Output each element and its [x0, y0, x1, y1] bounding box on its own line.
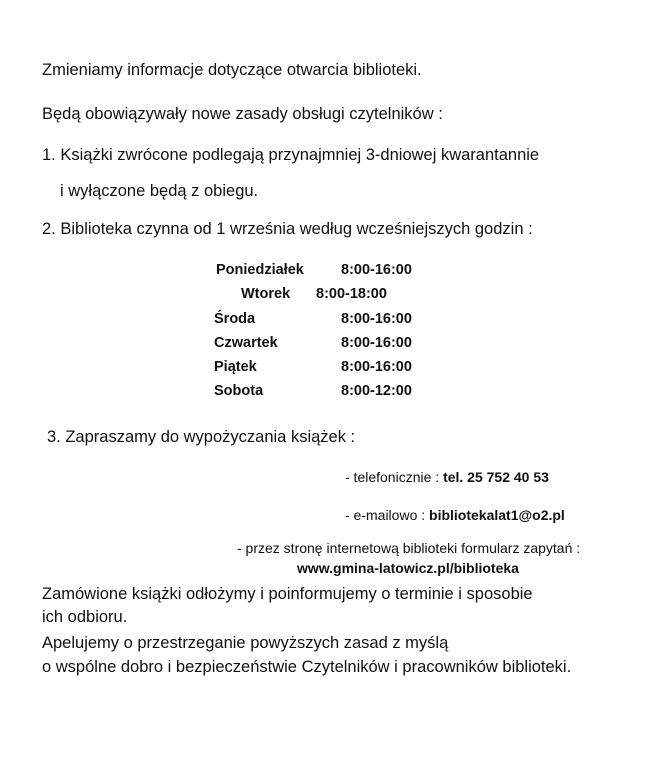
schedule-day-tuesday: Wtorek: [241, 286, 291, 302]
closing-line-3: Apelujemy o przestrzeganie powyższych zasad z myślą: [42, 634, 449, 652]
contact-email: [345, 506, 565, 524]
schedule-day-friday: Piątek: [214, 359, 257, 375]
rule-2: 2. Biblioteka czynna od 1 września według wcześniejszych godzin :: [42, 220, 533, 238]
contact-phone-label: - telefonicznie :: [345, 469, 444, 485]
schedule-hours-wednesday: 8:00-16:00: [341, 311, 412, 327]
schedule-day-monday: Poniedziałek: [216, 262, 304, 278]
closing-line-1: Zamówione książki odłożymy i poinformujemy o terminie i sposobie: [42, 585, 533, 603]
contact-phone-value: tel. 25 752 40 53: [443, 469, 549, 485]
schedule-day-wednesday: Środa: [214, 311, 256, 327]
schedule-hours-friday: 8:00-16:00: [341, 359, 412, 375]
schedule-hours-thursday: 8:00-16:00: [341, 335, 412, 351]
contact-email-label: - e-mailowo :: [345, 507, 430, 523]
rule-3: 3. Zapraszamy do wypożyczania książek :: [47, 428, 356, 446]
intro-text: Zmieniamy informacje dotyczące otwarcia biblioteki.: [42, 61, 422, 79]
rules-heading: Będą obowiązywały nowe zasady obsługi czytelników :: [42, 105, 443, 123]
schedule-hours-saturday: 8:00-12:00: [341, 383, 412, 399]
rule-1-line-1: 1. Książki zwrócone podlegają przynajmniej 3-dniowej kwarantannie: [42, 146, 540, 164]
contact-web-label: - przez stronę internetową biblioteki formularz zapytań :: [237, 540, 581, 556]
schedule-day-thursday: Czwartek: [214, 335, 278, 351]
schedule-hours-monday: 8:00-16:00: [341, 262, 412, 278]
rule-1-line-2: i wyłączone będą z obiegu.: [60, 182, 259, 200]
closing-line-4: o wspólne dobro i bezpieczeństwie Czytelników i pracowników biblioteki.: [42, 658, 572, 676]
schedule-hours-tuesday: 8:00-18:00: [316, 286, 387, 302]
contact-phone: [345, 468, 549, 486]
schedule-day-saturday: Sobota: [214, 383, 264, 399]
contact-email-value: bibliotekalat1@o2.pl: [429, 507, 565, 523]
contact-web-url: www.gmina-latowicz.pl/biblioteka: [297, 560, 519, 576]
closing-line-2: ich odbioru.: [42, 608, 128, 626]
